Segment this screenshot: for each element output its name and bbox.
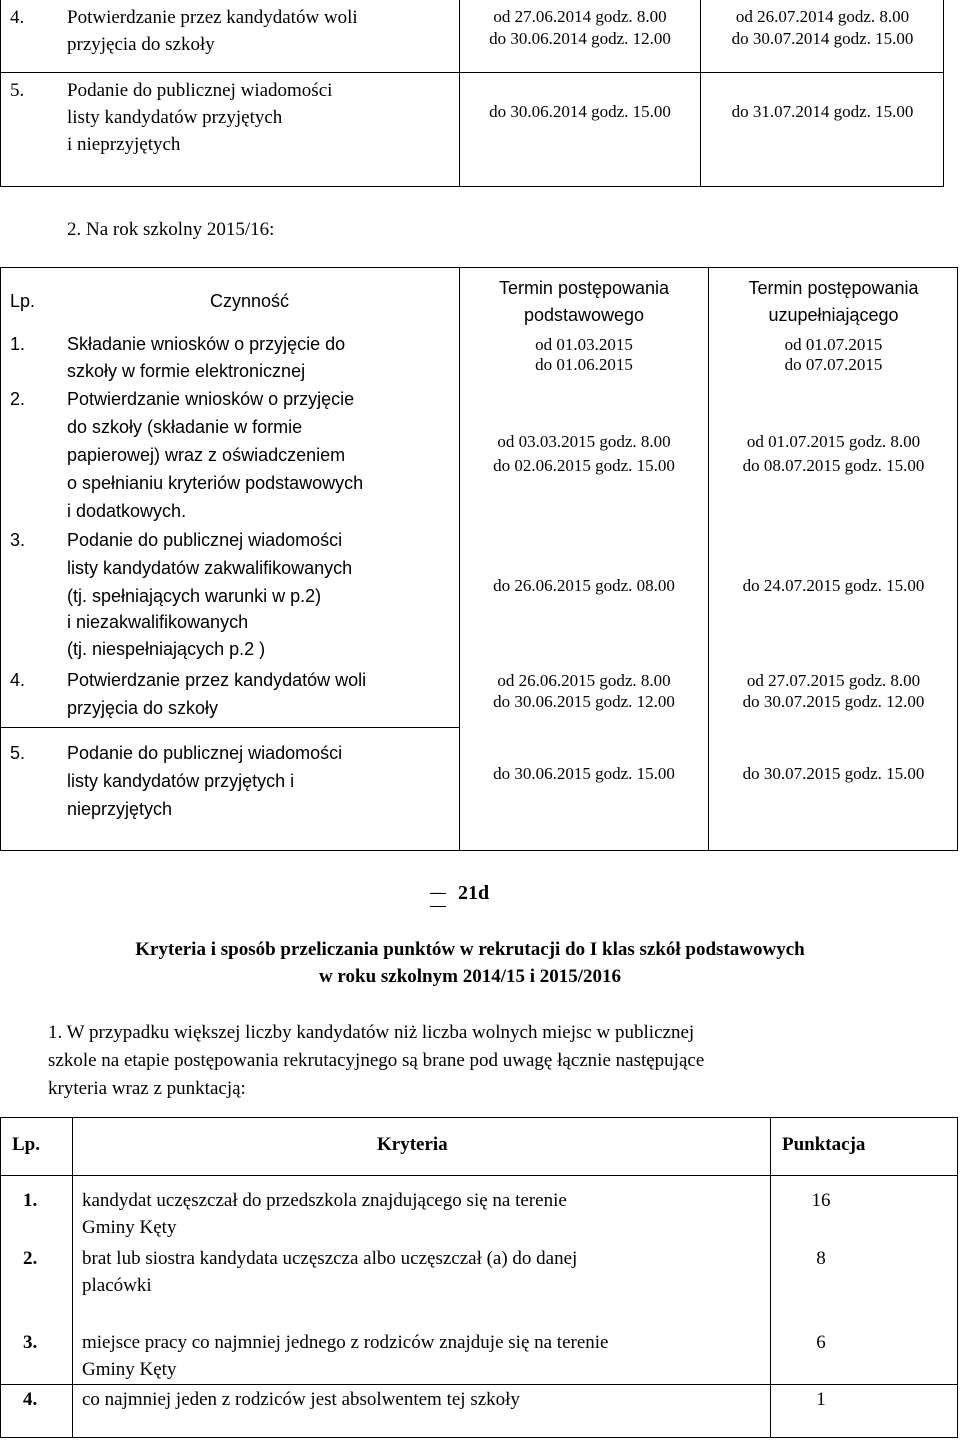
activity-line: Składanie wniosków o przyjęcie do <box>67 334 346 354</box>
activity-line: i nieprzyjętych <box>67 134 181 155</box>
activity-line: papierowej) wraz z oświadczeniem <box>67 445 346 465</box>
term-basic: do 30.06.2014 godz. 12.00 <box>489 29 671 48</box>
activity-line: szkoły w formie elektronicznej <box>67 361 306 381</box>
term-supplementary: do 24.07.2015 godz. 15.00 <box>742 576 925 595</box>
column-header-lp: Lp. <box>10 291 36 311</box>
paragraph-line: szkole na etapie postępowania rekrutacyjnego są brane pod uwagę łącznie następujące <box>48 1050 705 1071</box>
criteria-line: Gminy Kęty <box>82 1359 177 1380</box>
column-header-supplementary: uzupełniającego <box>768 305 899 325</box>
criteria-line: brat lub siostra kandydata uczęszcza albo uczęszczał (a) do danej <box>82 1248 578 1269</box>
activity-line: o spełnianiu kryteriów podstawowych <box>67 473 364 493</box>
term-basic: do 02.06.2015 godz. 15.00 <box>493 456 675 475</box>
row-number: 4. <box>10 7 25 28</box>
activity-line: przyjęcia do szkoły <box>67 34 215 55</box>
row-number: 4. <box>23 1389 38 1410</box>
term-supplementary: do 30.07.2015 godz. 12.00 <box>742 692 925 711</box>
term-basic: do 26.06.2015 godz. 08.00 <box>493 576 675 595</box>
column-header-lp: Lp. <box>12 1134 40 1155</box>
term-basic: do 30.06.2014 godz. 15.00 <box>489 102 671 121</box>
activity-line: listy kandydatów przyjętych i <box>67 771 295 791</box>
section-title: Kryteria i sposób przeliczania punktów w rekrutacji do I klas szkół podstawowych <box>135 939 805 960</box>
term-basic: do 30.06.2015 godz. 12.00 <box>493 692 675 711</box>
column-header-criteria: Kryteria <box>377 1134 448 1155</box>
activity-line: nieprzyjętych <box>67 799 173 819</box>
row-number: 4. <box>10 670 26 690</box>
term-basic: do 30.06.2015 godz. 15.00 <box>493 764 675 783</box>
table-divider <box>72 1117 73 1438</box>
points-value: 1 <box>816 1389 826 1410</box>
column-header-basic: podstawowego <box>523 305 645 325</box>
row-number: 1. <box>10 334 26 354</box>
column-header-supplementary: Termin postępowania <box>748 278 919 298</box>
term-basic: od 26.06.2015 godz. 8.00 <box>497 671 671 690</box>
activity-line: i niezakwalifikowanych <box>67 612 249 632</box>
activity-line: Potwierdzanie przez kandydatów woli <box>67 670 367 690</box>
criteria-line: miejsce pracy co najmniej jednego z rodziców znajduje się na terenie <box>82 1332 609 1353</box>
row-number: 5. <box>10 743 26 763</box>
paragraph-line: kryteria wraz z punktacją: <box>48 1078 246 1099</box>
term-supplementary: do 30.07.2015 godz. 15.00 <box>742 764 925 783</box>
activity-line: Podanie do publicznej wiadomości <box>67 530 343 550</box>
paragraph-sign: _ <box>430 871 441 896</box>
section-mark-underline <box>430 893 446 907</box>
row-number: 1. <box>23 1190 38 1211</box>
table-row-divider <box>0 1384 958 1385</box>
row-number: 5. <box>10 80 25 101</box>
criteria-line: co najmniej jeden z rodziców jest absolwentem tej szkoły <box>82 1389 520 1410</box>
term-supplementary: od 01.07.2015 godz. 8.00 <box>746 432 921 451</box>
activity-line: listy kandydatów zakwalifikowanych <box>67 558 353 578</box>
row-number: 2. <box>23 1248 38 1269</box>
term-supplementary: do 30.07.2014 godz. 15.00 <box>731 29 914 48</box>
term-basic: od 03.03.2015 godz. 8.00 <box>497 432 671 451</box>
column-header-basic: Termin postępowania <box>498 278 670 298</box>
activity-line: przyjęcia do szkoły <box>67 698 219 718</box>
table-row-divider <box>0 727 459 728</box>
row-number: 3. <box>10 530 26 550</box>
term-supplementary: do 08.07.2015 godz. 15.00 <box>742 456 925 475</box>
activity-line: (tj. niespełniających p.2 ) <box>67 639 266 659</box>
section-heading: 2. Na rok szkolny 2015/16: <box>67 219 275 240</box>
term-supplementary: od 01.07.2015 <box>784 335 883 354</box>
term-supplementary: od 26.07.2014 godz. 8.00 <box>735 7 910 26</box>
section-title: w roku szkolnym 2014/15 i 2015/2016 <box>318 966 622 987</box>
activity-line: do szkoły (składanie w formie <box>67 417 303 437</box>
section-number: 21d <box>458 882 490 904</box>
activity-line: Potwierdzanie wniosków o przyjęcie <box>67 389 355 409</box>
criteria-line: placówki <box>82 1275 152 1296</box>
table-row-divider <box>0 72 944 73</box>
points-value: 8 <box>816 1248 826 1269</box>
term-supplementary: od 27.07.2015 godz. 8.00 <box>746 671 921 690</box>
activity-line: Potwierdzanie przez kandydatów woli <box>67 7 358 28</box>
activity-line: (tj. spełniających warunki w p.2) <box>67 586 322 606</box>
points-value: 6 <box>816 1332 826 1353</box>
activity-line: Podanie do publicznej wiadomości <box>67 743 343 763</box>
criteria-line: kandydat uczęszczał do przedszkola znajdującego się na terenie <box>82 1190 567 1211</box>
term-basic: od 27.06.2014 godz. 8.00 <box>493 7 667 26</box>
column-header-activity: Czynność <box>210 291 290 311</box>
column-header-points: Punktacja <box>782 1134 866 1155</box>
activity-line: Podanie do publicznej wiadomości <box>67 80 333 101</box>
row-number: 2. <box>10 389 26 409</box>
paragraph-line: 1. W przypadku większej liczby kandydatów niż liczba wolnych miejsc w publicznej <box>48 1022 695 1043</box>
table-row-divider <box>0 1175 958 1176</box>
points-value: 16 <box>811 1190 831 1211</box>
row-number: 3. <box>23 1332 38 1353</box>
activity-line: i dodatkowych. <box>67 501 187 521</box>
activity-line: listy kandydatów przyjętych <box>67 107 283 128</box>
term-basic: od 01.03.2015 <box>535 335 633 354</box>
term-supplementary: do 31.07.2014 godz. 15.00 <box>731 102 914 121</box>
criteria-line: Gminy Kęty <box>82 1217 177 1238</box>
term-supplementary: do 07.07.2015 <box>784 355 883 374</box>
term-basic: do 01.06.2015 <box>535 355 633 374</box>
